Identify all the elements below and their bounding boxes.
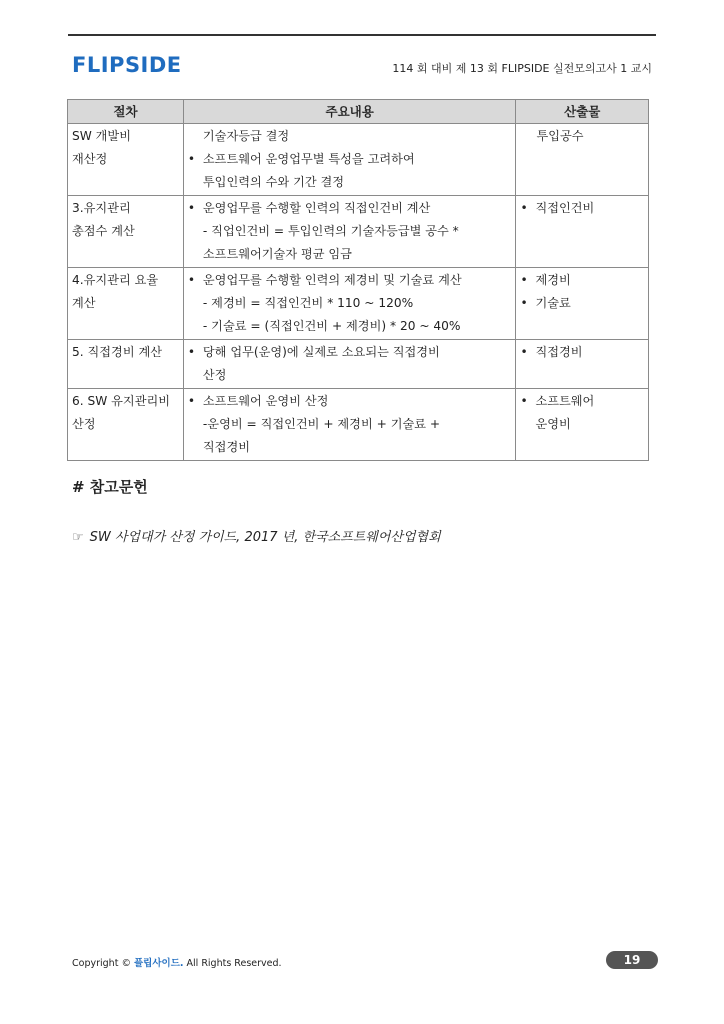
content-line: 소프트웨어기술자 평균 임금 bbox=[202, 247, 352, 261]
step-text: 6. SW 유지관리비 bbox=[72, 394, 171, 408]
header-output: 산출물 bbox=[516, 100, 649, 124]
content-line: - 제경비 = 직접인건비 * 110 ~ 120% bbox=[202, 296, 414, 310]
copyright-suffix: All Rights Reserved. bbox=[186, 958, 282, 969]
bullet-item: • 운영업무를 수행할 인력의 제경비 및 기술료 계산 bbox=[188, 269, 512, 292]
step-text: 5. 직접경비 계산 bbox=[72, 345, 163, 359]
step-cell bbox=[68, 196, 184, 268]
step-text: 4.유지관리 요율 bbox=[72, 273, 159, 287]
bullet-item: • 소프트웨어 운영비 산정 bbox=[188, 390, 512, 413]
content-line: 기술자등급 결정 bbox=[202, 129, 290, 143]
table-row bbox=[68, 268, 649, 340]
step-cell bbox=[68, 340, 184, 389]
step-text: 3.유지관리 bbox=[72, 201, 131, 215]
table-header-row bbox=[68, 100, 649, 124]
output-bullet-item: • 직접경비 bbox=[520, 341, 644, 364]
output-cell bbox=[516, 340, 649, 389]
step-text: 재산정 bbox=[72, 152, 108, 166]
content-cell bbox=[183, 389, 516, 461]
content-cell bbox=[183, 124, 516, 196]
output-cell bbox=[516, 268, 649, 340]
page-number-badge: 19 bbox=[606, 951, 658, 969]
header-content: 주요내용 bbox=[183, 100, 516, 124]
content-line: -운영비 = 직접인건비 + 제경비 + 기술료 + bbox=[202, 417, 441, 431]
content-line: 산정 bbox=[202, 368, 227, 382]
table-row bbox=[68, 389, 649, 461]
content-line: 직접경비 bbox=[202, 440, 250, 454]
header-title: 114 회 대비 제 13 회 FLIPSIDE 실전모의고사 1 교시 bbox=[392, 62, 652, 75]
table-row bbox=[68, 124, 649, 196]
step-text: 총점수 계산 bbox=[72, 224, 135, 238]
content-line: - 기술료 = (직접인건비 + 제경비) * 20 ~ 40% bbox=[202, 319, 461, 333]
step-cell bbox=[68, 389, 184, 461]
content-cell bbox=[183, 268, 516, 340]
flipside-logo bbox=[72, 52, 182, 78]
top-rule bbox=[68, 34, 656, 36]
output-bullet-item: • 기술료 bbox=[520, 292, 644, 315]
step-cell bbox=[68, 268, 184, 340]
footer-copyright bbox=[72, 955, 282, 969]
output-cell bbox=[516, 196, 649, 268]
references-heading: # 참고문헌 bbox=[72, 478, 148, 496]
table-body bbox=[68, 124, 649, 461]
step-text: 계산 bbox=[72, 296, 96, 310]
content-line: - 직업인건비 = 투입인력의 기술자등급별 공수 * bbox=[202, 224, 459, 238]
step-text: SW 개발비 bbox=[72, 129, 131, 143]
output-bullet-item: • 제경비 bbox=[520, 269, 644, 292]
reference-text: SW 사업대가 산정 가이드, 2017 년, 한국소프트웨어산업협회 bbox=[89, 530, 441, 545]
reference-item bbox=[72, 526, 441, 545]
output-text: 투입공수 bbox=[536, 129, 584, 143]
step-cell bbox=[68, 124, 184, 196]
content-line: 투입인력의 수와 기간 결정 bbox=[202, 175, 345, 189]
copyright-prefix: Copyright © bbox=[72, 958, 131, 969]
bullet-item: • 당해 업무(운영)에 실제로 소요되는 직접경비 bbox=[188, 341, 512, 364]
footer-brand: 플립사이드. bbox=[133, 958, 184, 969]
pointing-hand-icon: ☞ bbox=[72, 530, 84, 545]
logo-text-flip: FLIP bbox=[72, 53, 125, 77]
output-text: 운영비 bbox=[535, 417, 571, 431]
table-row bbox=[68, 340, 649, 389]
header-step: 절차 bbox=[68, 100, 184, 124]
bullet-item: • 운영업무를 수행할 인력의 직접인건비 계산 bbox=[188, 197, 512, 220]
output-cell bbox=[516, 389, 649, 461]
output-bullet-item: • 소프트웨어 bbox=[520, 390, 644, 413]
content-cell bbox=[183, 340, 516, 389]
step-text: 산정 bbox=[72, 417, 96, 431]
output-bullet-item: • 직접인건비 bbox=[520, 197, 644, 220]
logo-text-side: SIDE bbox=[124, 53, 182, 77]
table-row bbox=[68, 196, 649, 268]
output-cell bbox=[516, 124, 649, 196]
procedure-table bbox=[67, 99, 649, 461]
bullet-item: • 소프트웨어 운영업무별 특성을 고려하여 bbox=[188, 148, 512, 171]
content-cell bbox=[183, 196, 516, 268]
